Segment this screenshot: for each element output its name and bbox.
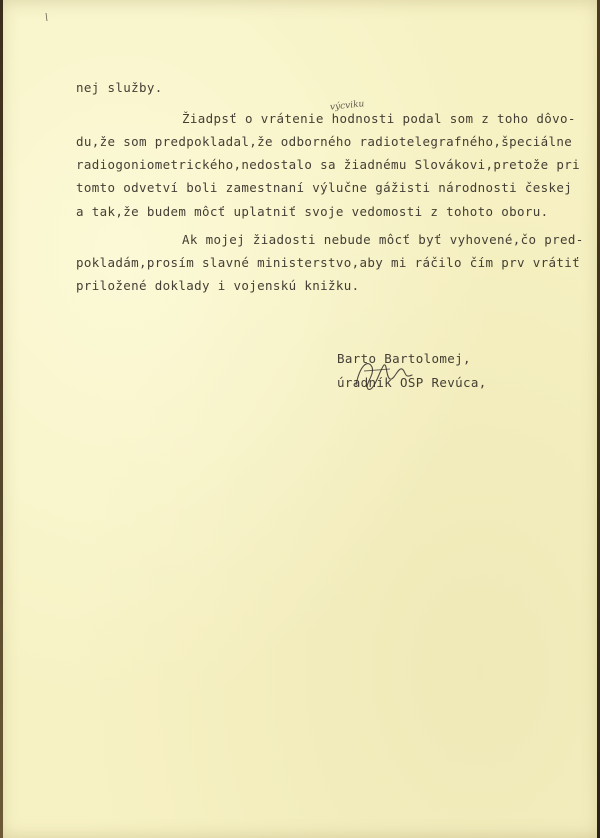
letter-line-4: radiogoniometrického,nedostalo sa žiadnému Slovákovi,pretože pri bbox=[76, 157, 581, 172]
handwritten-signature-icon bbox=[350, 355, 420, 395]
signature-name: Barto Bartolomej, bbox=[337, 351, 471, 366]
letter-line-9: priložené doklady i vojenskú knižku. bbox=[76, 278, 360, 293]
letter-line-5: tomto odvetví boli zamestnaní výlučne gážisti národnosti českej bbox=[76, 180, 573, 195]
signature-title: úradník OSP Revúca, bbox=[337, 375, 487, 390]
letter-line-2: Žiadpsť o vrátenie hodnosti podal som z toho dôvo- bbox=[182, 111, 576, 126]
ink-mark-icon bbox=[44, 12, 50, 22]
letter-line-8: pokladám,prosím slavné ministerstvo,aby mi ráčilo čím prv vrátiť bbox=[76, 255, 581, 270]
letter-line-6: a tak,že budem môcť uplatniť svoje vedomosti z tohoto oboru. bbox=[76, 204, 549, 219]
page-edge-left bbox=[0, 0, 3, 838]
letter-line-7: Ak mojej žiadosti nebude môcť byť vyhovené,čo pred- bbox=[182, 232, 584, 247]
letter-line-3: du,že som predpokladal,že odborného radiotelegrafného,špeciálne bbox=[76, 134, 573, 149]
handwritten-annotation: výcviku bbox=[329, 99, 365, 113]
letter-line-1: nej služby. bbox=[76, 80, 163, 95]
